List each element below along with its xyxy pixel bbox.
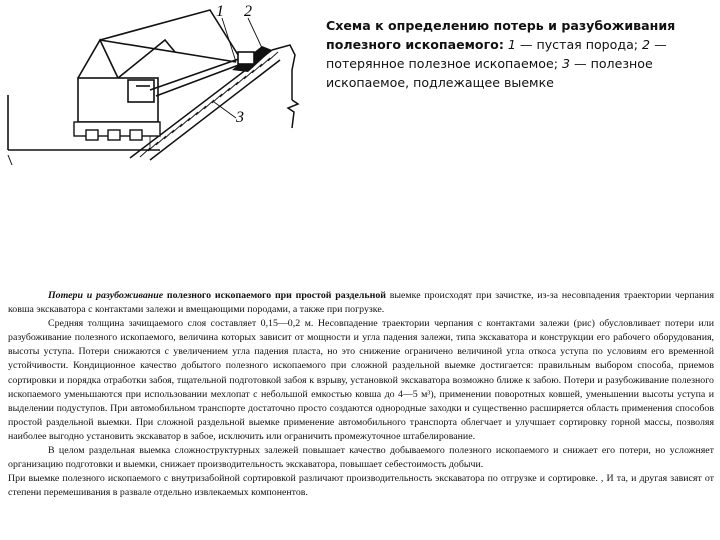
paragraph-1-text: выемке происходят при зачистке, из-за несовпадения траектории черпания ковша экскаватора с контактами залежи и вмещающими породами, а также при погрузке. <box>8 290 715 316</box>
label-2: 2 <box>244 3 252 20</box>
paragraph-1 <box>8 289 714 317</box>
paragraph-1-lead-bold: полезного ископаемого при простой раздельной <box>163 290 386 301</box>
excavator-tracks <box>74 122 160 140</box>
caption-number-2: 2 <box>642 37 651 52</box>
caption-title: Схема к определению потерь и разубоживания полезного ископаемого: <box>326 18 676 52</box>
caption-text-1: — пустая порода; <box>515 37 643 52</box>
excavator-loss-diagram <box>0 0 300 175</box>
caption-text-3: — полезное ископаемое, подлежащее выемке <box>326 56 653 90</box>
figure-caption <box>326 16 706 92</box>
caption-number-1: 1 <box>507 37 516 52</box>
label-3: 3 <box>236 109 244 126</box>
label-1: 1 <box>216 3 224 20</box>
paragraph-1-lead-italic: Потери и разубоживание <box>48 290 164 301</box>
caption-text-2: — потерянное полезное ископаемое; <box>326 37 667 71</box>
paragraph-4: При выемке полезного ископаемого с внутризабойной сортировкой различают производительность экскаватора по отгрузке и сортировке. , И та, и другая зависят от степени перемешивания в развале отдельно извлекаемых компонентов. <box>8 473 714 499</box>
paragraph-2: Средняя толщина зачищаемого слоя составляет 0,15—0,2 м. Несовпадение траектории черпания с контактами залежи (рис) обусловливает потери или разубоживание полезного ископаемого, величина которых зависит от мощности и угла падения залежи, типа экскаватора и конструкции его рабочего оборудования, высоты уступа. Потери снижаются с увеличением угла падения пласта, но это снижение ограничено величиной угла откоса уступа по условиям его временной устойчивости. Кондиционное качество добытого полезного ископаемого при сложной раздельной выемке достигается: правильным выбором способа, приемов сортировки и порядка отработки забоя, тщательной подготовкой забоя к взрыву, установкой экскаватора возможно ближе к забою. Потери и разубоживание полезного ископаемого уменьшаются при использовании мехлопат с небольшой емкостью ковша до 4—5 м³), применении поворотных ковшей, уменьшении высоты уступа и выделении подуступов. При автомобильном транспорте достаточно просто создаются однородные заходки и существенно расширяется область применения способов простой раздельной выемки. При сложной раздельной выемке применение автомобильного транспорта облегчает и улучшает сортировку горной массы, позволяя наиболее выгодно установить экскаватор в забое, исключить или ограничить промежуточное штабелирование. <box>8 318 714 442</box>
excavator-body <box>78 40 175 122</box>
paragraph-3: В целом раздельная выемка сложноструктурных залежей повышает качество добываемого полезного ископаемого и снижает его потери, но усложняет организацию подготовки и выемки, снижает производительность экскаватора, повышает себестоимость добычи. <box>8 445 714 471</box>
body-text <box>8 289 714 500</box>
caption-number-3: 3 <box>561 56 570 71</box>
ore-layer-hatching <box>140 52 278 157</box>
